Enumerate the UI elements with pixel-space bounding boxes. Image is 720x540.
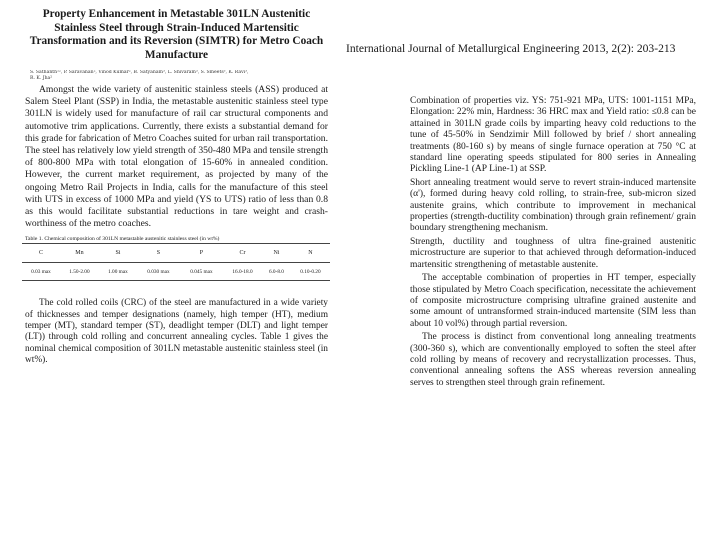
process-paragraph: The process is distinct from conventional long annealing treatments (300-360 s), which are conventionally employed to soften the steel after cold rolling by means of recovery and recrystallization processes. Thus, conventional annealing softens the ASS whereas reversion annealing serves to strengthen steel through grain refinement. — [410, 332, 696, 388]
table-cell: 0.10-0.20 — [300, 268, 321, 275]
author-list: S. Sathanth¹², P. Saravanan², Vinod Kumar², B. Satyanam³, L. Shivaram³, S. Smeets³, K. Ravi³, — [30, 70, 249, 75]
table-cell: 0.045 max — [190, 268, 213, 275]
table-header-cell: S — [156, 250, 161, 257]
table-row — [22, 263, 330, 281]
cold-rolled-paragraph: The cold rolled coils (CRC) of the steel are manufactured in a wide variety of thicknesses and temper designations (namely, high temper (HT), medium temper (MT), standard temper (ST), deadlight temper (DLT) and light temper (LT)) through cold rolling and concurrent annealing cycles. Table 1 gives the nominal chemical composition of 301LN metastable austenitic stainless steel (in wt%). — [25, 298, 328, 365]
table-cell: 0.030 max — [147, 268, 170, 275]
table-cell: 0.03 max — [31, 268, 51, 275]
table-header-cell: Mn — [75, 250, 84, 257]
author-list-continued: R. K. Jha² — [30, 76, 53, 81]
journal-header: International Journal of Metallurgical Engineering 2013, 2(2): 203-213 — [346, 42, 676, 55]
table-header-cell: C — [38, 250, 43, 257]
table-cell: 6.0-8.0 — [268, 268, 284, 275]
intro-paragraph: Amongst the wide variety of austenitic stainless steels (ASS) produced at Salem Steel Plant (SSP) in India, the metastable austenitic stainless steel type 301LN is widely used for manufacture of rail car structural components and automotive trim applications. Currently, there exists a substantial demand for this grade for fabrication of Metro Coaches suited for urban rail transportation. The steel has relatively low yield strength of 350-480 MPa and tensile strength of 800-800 MPa with total elongation of 15-60% in annealed condition. However, the current market requirement, as projected by many of the ongoing Metro Rail Projects in India, calls for the manufacture of this steel with UTS in excess of 1000 MPa and yield (YS to UTS) ratio of less than 0.8 as this would facilitate substantial reductions in tare weight and crash-worthiness of the metro coaches. — [25, 84, 328, 230]
composition-table — [22, 243, 330, 281]
table-header-cell: Si — [115, 250, 121, 257]
table-header-cell: P — [199, 250, 204, 257]
left-column — [25, 8, 328, 366]
annealing-paragraph: Short annealing treatment would serve to revert strain-induced martensite (α'), formed during heavy cold rolling, to strain-free, sub-micron sized austenite grains, which contribute to improvement in mechanical properties (strength-ductility combination) through grain refinement/ grain boundary strengthening mechanism. — [410, 177, 696, 234]
table-header-cell: Ni — [273, 250, 280, 257]
table-header-cell: N — [308, 250, 313, 257]
paper-title: Property Enhancement in Metastable 301LN Austenitic Stainless Steel through Strain-Induced Martensitic Transformation and its Reversion (SIMTR) for Metro Coach Manufacture — [29, 8, 324, 61]
table-header-cell: Cr — [239, 250, 246, 257]
table-header-row — [22, 244, 330, 263]
ht-temper-paragraph: The acceptable combination of properties in HT temper, especially those stipulated by Metro Coach specification, necessitate the achievement of composite microstructure comprising ultrafine grained austenite and some amount of untransformed strain-induced martensite (SIM less than about 10 vol%) through partial reversion. — [410, 273, 696, 329]
table-caption: Table 1. Chemical composition of 301LN metastable austenitic stainless steel (in wt%) — [25, 236, 220, 243]
strength-paragraph: Strength, ductility and toughness of ultra fine-grained austenitic microstructure are superior to that achieved through deformation-induced martensitic strengthening of metastable austenite. — [410, 236, 696, 270]
properties-paragraph: Combination of properties viz. YS: 751-921 MPa, UTS: 1001-1151 MPa, Elongation: 22% min, Hardness: 36 HRC max and Yield ratio: ≤0.8 can be attained in 301LN grade coils by imparting heavy cold reductions to the tune of 45-50% in Sendzimir Mill followed by brief / short annealing treatments (80-160 s) by means of single furnace operation at 750 °C at standard line operating speeds stipulated for 800 series in Annealing Pickling Line-1 (AP Line-1) at SSP. — [410, 96, 696, 175]
right-column — [410, 96, 696, 391]
table-cell: 1.00 max — [108, 268, 128, 275]
table-cell: 1.50-2.00 — [69, 268, 90, 275]
table-cell: 16.0-18.0 — [232, 268, 253, 275]
